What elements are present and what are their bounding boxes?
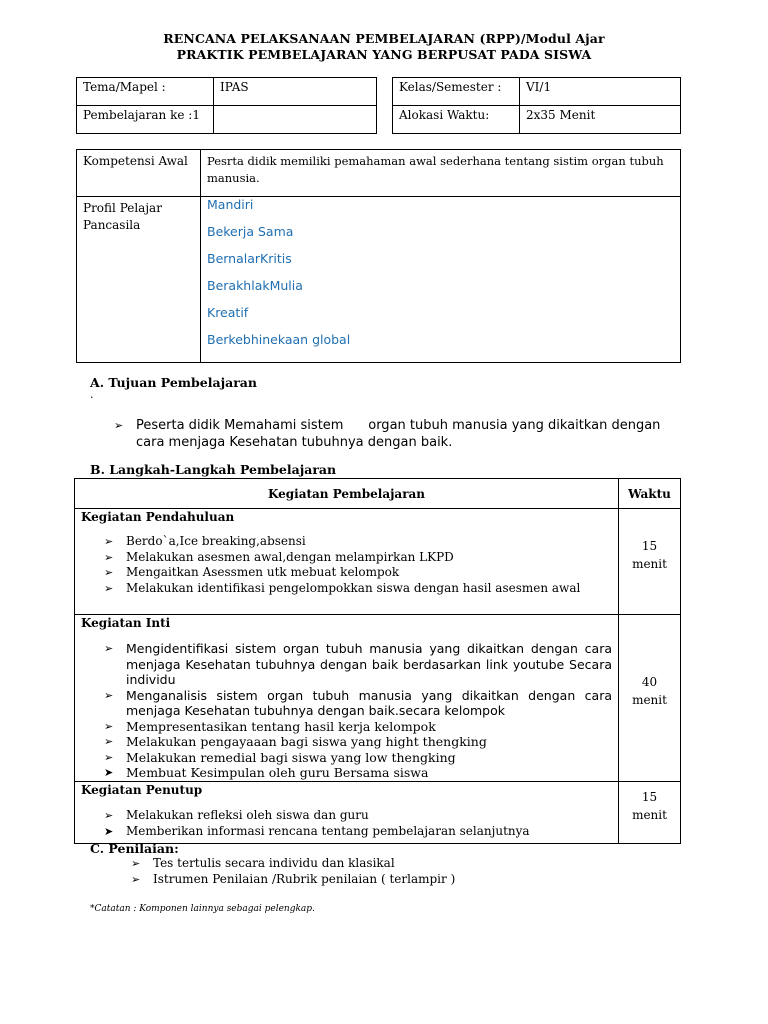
list-item: ➢ Menganalisis sistem organ tubuh manusia yang dikaitkan dengan cara menjaga Kesehatan tubuhnya dengan baik.secara kelompok — [104, 687, 612, 718]
arrow-bullet-icon: ➢ — [131, 857, 141, 870]
inti-block — [75, 616, 618, 781]
pendahuluan-list — [104, 534, 612, 596]
profil-item: BernalarKritis — [207, 251, 292, 266]
list-item: ➢ Melakukan refleksi oleh siswa dan guru — [104, 808, 369, 822]
list-item: ➤ Membuat Kesimpulan oleh guru Bersama siswa — [104, 765, 429, 780]
profil-list — [201, 197, 680, 362]
list-item: ➢ Mengaitkan Asessmen utk mebuat kelompok — [104, 565, 400, 579]
arrow-bullet-icon: ➢ — [104, 809, 114, 822]
tema-label: Tema/Mapel : — [83, 80, 166, 94]
col-waktu-header: Waktu — [628, 486, 671, 501]
pendahuluan-block — [75, 510, 618, 596]
list-item: ➢ Berdo`a,Ice breaking,absensi — [104, 534, 306, 548]
list-item: ➢ Melakukan identifikasi pengelompokkan siswa dengan hasil asesmen awal — [104, 580, 581, 595]
list-item: ➢ Melakukan asesmen awal,dengan melampirkan LKPD — [104, 549, 454, 564]
kelas-value: VI/1 — [526, 80, 552, 94]
arrow-bullet-icon: ➢ — [104, 566, 114, 579]
pendahuluan-waktu-unit: menit — [632, 557, 667, 571]
profil-item: Kreatif — [207, 305, 249, 320]
pembelajaran-label: Pembelajaran ke :1 — [83, 108, 200, 122]
inti-waktu-unit: menit — [632, 693, 667, 707]
section-a-objective — [114, 417, 680, 451]
profil-label: Profil Pelajar Pancasila — [83, 201, 162, 232]
profil-item: Berkebhinekaan global — [207, 332, 351, 347]
pendahuluan-waktu-num: 15 — [641, 539, 658, 553]
penutup-waktu-unit: menit — [632, 808, 667, 822]
section-a-dot: . — [90, 388, 94, 401]
info-table-right — [392, 77, 681, 134]
kompetensi-text: Pesrta didik memiliki pemahaman awal sederhana tentang sistim organ tubuh manusia. — [207, 154, 664, 185]
langkah-table — [74, 478, 681, 844]
arrow-bullet-icon: ➢ — [104, 642, 114, 655]
profil-item: BerakhlakMulia — [207, 278, 303, 293]
profil-item: Mandiri — [207, 197, 254, 212]
document-title: RENCANA PELAKSANAAN PEMBELAJARAN (RPP)/Modul Ajar — [163, 31, 605, 46]
penutup-waktu-num: 15 — [641, 790, 658, 804]
arrow-bullet-icon: ➢ — [104, 581, 114, 595]
penutup-block — [75, 783, 618, 839]
list-item: ➤ Memberikan informasi rencana tentang pembelajaran selanjutnya — [104, 823, 530, 838]
arrow-bullet-icon: ➢ — [104, 719, 114, 733]
arrow-bullet-icon: ➢ — [104, 735, 114, 748]
section-a-title: A. Tujuan Pembelajaran — [90, 375, 257, 390]
section-c-title: C. Penilaian: — [90, 841, 179, 856]
arrow-bullet-icon: ➢ — [131, 872, 141, 886]
arrow-bullet-icon: ➢ — [104, 550, 114, 564]
tema-value: IPAS — [220, 80, 249, 94]
inti-list — [104, 641, 612, 781]
info-table-left — [76, 77, 377, 134]
footnote: *Catatan : Komponen lainnya sebagai pelengkap. — [90, 904, 315, 914]
arrow-bullet-icon: ➢ — [104, 688, 114, 702]
penutup-list — [104, 808, 612, 839]
arrow-bullet-icon: ➢ — [114, 419, 124, 432]
arrow-bullet-icon: ➤ — [104, 824, 114, 838]
arrow-bullet-icon: ➢ — [104, 750, 114, 764]
alokasi-value: 2x35 Menit — [526, 108, 596, 122]
arrow-bullet-icon: ➤ — [104, 766, 114, 779]
list-item: ➢ Melakukan remedial bagi siswa yang low thengking — [104, 749, 456, 765]
list-item: ➢ Mengidentifikasi sistem organ tubuh manusia yang dikaitkan dengan cara menjaga Kesehatan tubuhnya dengan baik berdasarkan link youtube Secara individu — [104, 641, 612, 687]
inti-title: Kegiatan Inti — [81, 616, 171, 630]
list-item: ➢ Tes tertulis secara individu dan klasikal — [131, 856, 395, 870]
list-item: ➢ Melakukan pengayaaan bagi siswa yang hight thengking — [104, 734, 487, 749]
profil-item: Bekerja Sama — [207, 224, 294, 239]
list-item: ➢ Mempresentasikan tentang hasil kerja kelompok — [104, 718, 436, 734]
penilaian-list — [131, 856, 651, 887]
inti-waktu-num: 40 — [641, 675, 658, 689]
list-item: ➢ Istrumen Penilaian /Rubrik penilaian ( terlampir ) — [131, 871, 456, 886]
pendahuluan-title: Kegiatan Pendahuluan — [81, 510, 235, 524]
alokasi-label: Alokasi Waktu: — [399, 108, 490, 122]
objective-text: Peserta didik Memahami sistem organ tubuh manusia yang dikaitkan dengan cara menjaga Kesehatan tubuhnya dengan baik. — [136, 418, 665, 450]
kelas-label: Kelas/Semester : — [399, 80, 502, 94]
arrow-bullet-icon: ➢ — [104, 535, 114, 548]
pembelajaran-value — [214, 106, 376, 110]
kompetensi-label: Kompetensi Awal — [83, 154, 188, 168]
kompetensi-profil-table — [76, 149, 681, 363]
section-b-title: B. Langkah-Langkah Pembelajaran — [90, 462, 337, 477]
col-kegiatan-header: Kegiatan Pembelajaran — [267, 486, 426, 501]
penutup-title: Kegiatan Penutup — [81, 783, 203, 797]
document-subtitle: PRAKTIK PEMBELAJARAN YANG BERPUSAT PADA SISWA — [176, 47, 592, 62]
